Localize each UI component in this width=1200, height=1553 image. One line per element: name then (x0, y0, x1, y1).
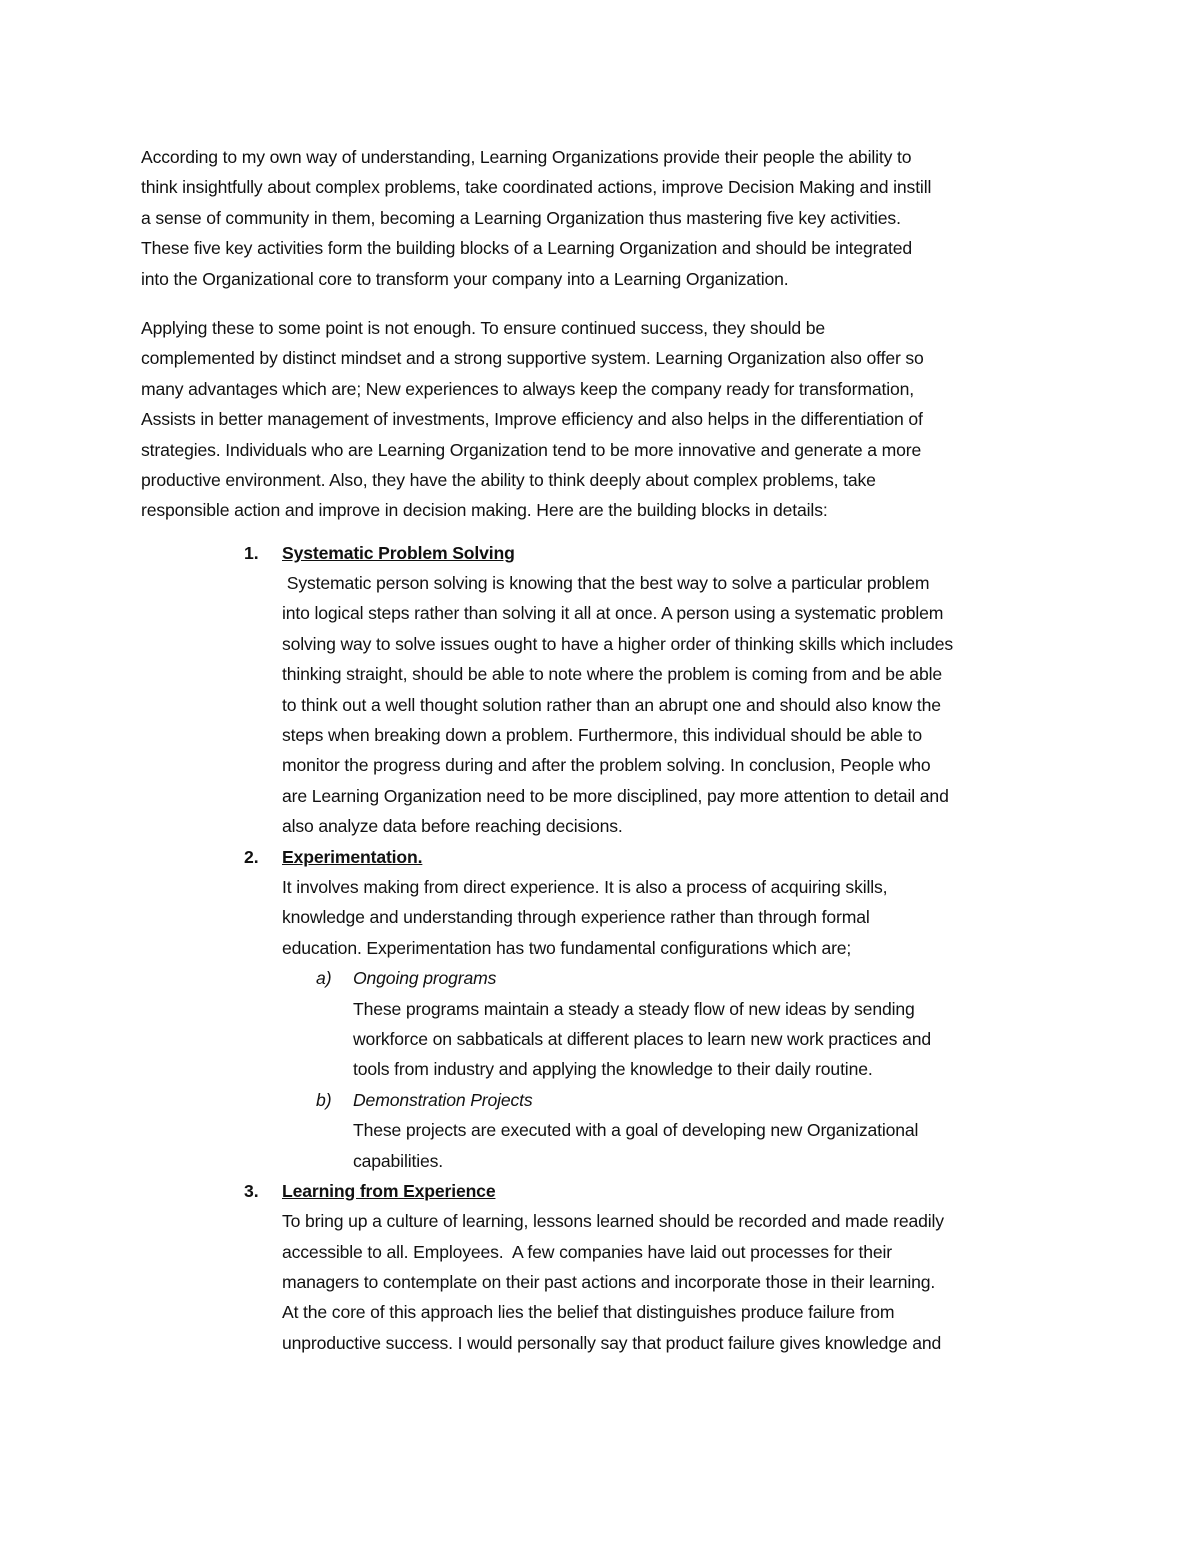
sub-item-letter: a) (316, 968, 332, 989)
text-line: unproductive success. I would personally say that product failure gives knowledge and (282, 1332, 942, 1353)
text-line: At the core of this approach lies the belief that distinguishes produce failure from (282, 1302, 895, 1323)
text-line: To bring up a culture of learning, lessons learned should be recorded and made readily (282, 1211, 944, 1232)
text-line: managers to contemplate on their past actions and incorporate those in their learning. (282, 1272, 936, 1293)
text-line: steps when breaking down a problem. Furthermore, this individual should be able to (282, 725, 923, 746)
list-heading: Learning from Experience (282, 1180, 496, 1201)
intro-paragraph (141, 142, 1066, 294)
sub-item-letter: b) (316, 1089, 332, 1110)
text-line: These projects are executed with a goal of developing new Organizational (353, 1120, 919, 1141)
sub-item-title: Ongoing programs (353, 968, 497, 989)
text-line: also analyze data before reaching decisions. (282, 816, 623, 837)
sub-item-title: Demonstration Projects (353, 1089, 533, 1110)
text-line: into logical steps rather than solving it all at once. A person using a systematic problem (282, 603, 944, 624)
list-heading: Experimentation. (282, 846, 423, 867)
text-line: monitor the progress during and after the problem solving. In conclusion, People who (282, 755, 931, 776)
second-paragraph (141, 313, 1066, 526)
text-line: education. Experimentation has two fundamental configurations which are; (282, 937, 852, 958)
text-line: capabilities. (353, 1150, 443, 1171)
list-number: 1. (244, 542, 259, 563)
text-line: a sense of community in them, becoming a Learning Organization thus mastering five key activities. (141, 207, 901, 228)
text-line: Assists in better management of investments, Improve efficiency and also helps in the differentiation of (141, 409, 923, 430)
list-heading: Systematic Problem Solving (282, 542, 515, 563)
text-line: to think out a well thought solution rather than an abrupt one and should also know the (282, 694, 941, 715)
sub-item-ongoing-programs (141, 963, 1066, 1085)
text-line: responsible action and improve in decision making. Here are the building blocks in details: (141, 500, 828, 521)
list-number: 2. (244, 846, 259, 867)
text-line: strategies. Individuals who are Learning Organization tend to be more innovative and generate a more (141, 439, 922, 460)
text-line: These programs maintain a steady a steady flow of new ideas by sending (353, 998, 915, 1019)
list-item-systematic-problem-solving (141, 538, 1066, 842)
text-line: productive environment. Also, they have the ability to think deeply about complex problems, take (141, 469, 876, 490)
text-line: Applying these to some point is not enough. To ensure continued success, they should be (141, 317, 825, 338)
list-item-experimentation (141, 842, 1066, 964)
list-item-learning-from-experience (141, 1176, 1066, 1358)
document-body (141, 142, 1066, 1358)
text-line: accessible to all. Employees. A few companies have laid out processes for their (282, 1241, 892, 1262)
text-line: knowledge and understanding through experience rather than through formal (282, 907, 870, 928)
text-line: tools from industry and applying the knowledge to their daily routine. (353, 1059, 873, 1080)
text-line: many advantages which are; New experiences to always keep the company ready for transformation, (141, 378, 914, 399)
text-line: solving way to solve issues ought to have a higher order of thinking skills which includes (282, 633, 954, 654)
text-line: into the Organizational core to transform your company into a Learning Organization. (141, 268, 789, 289)
text-line: According to my own way of understanding, Learning Organizations provide their people the ability to (141, 147, 912, 167)
text-line: thinking straight, should be able to note where the problem is coming from and be able (282, 664, 942, 685)
text-line: These five key activities form the building blocks of a Learning Organization and should be integrated (141, 238, 913, 259)
text-line: are Learning Organization need to be more disciplined, pay more attention to detail and (282, 785, 949, 806)
text-line: Systematic person solving is knowing that the best way to solve a particular problem (282, 573, 930, 594)
text-line: complemented by distinct mindset and a strong supportive system. Learning Organization also offer so (141, 348, 924, 369)
text-line: workforce on sabbaticals at different places to learn new work practices and (353, 1028, 931, 1049)
sub-item-demonstration-projects (141, 1085, 1066, 1176)
text-line: It involves making from direct experience. It is also a process of acquiring skills, (282, 876, 888, 897)
text-line: think insightfully about complex problems, take coordinated actions, improve Decision Making and instill (141, 177, 932, 198)
list-number: 3. (244, 1180, 259, 1201)
